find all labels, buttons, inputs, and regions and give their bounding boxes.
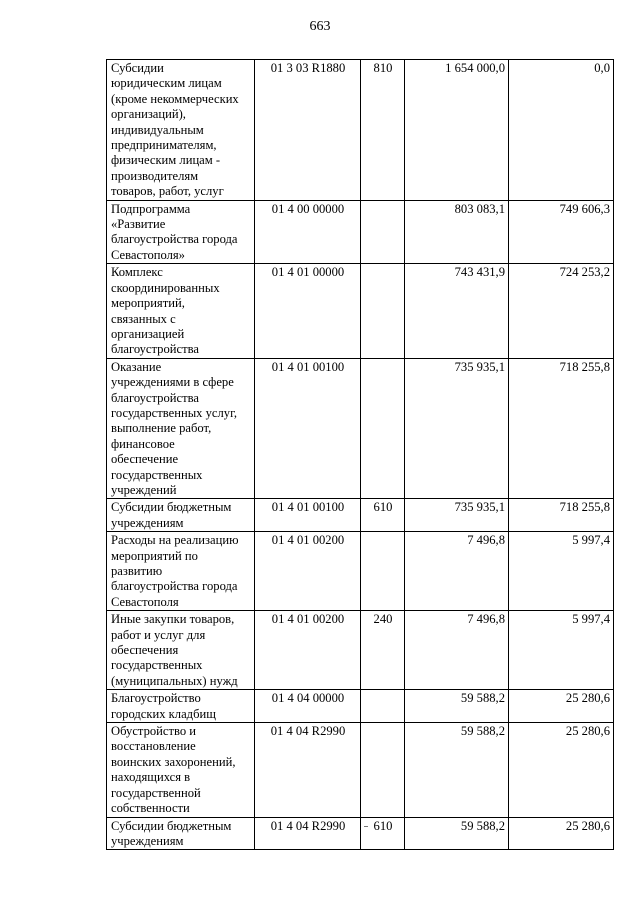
target-article-code-cell: 01 4 00 00000: [255, 200, 361, 264]
row-name-cell: Расходы на реализацию мероприятий по развитию благоустройства города Севастополя: [107, 532, 255, 611]
table-row: [107, 690, 614, 723]
expense-type-cell: 810: [361, 60, 405, 201]
amount-second-cell: 0,0: [509, 60, 614, 201]
budget-table-body: [107, 60, 614, 850]
row-name-cell: Субсидии бюджетным учреждениям: [107, 817, 255, 850]
amount-second-cell: 25 280,6: [509, 723, 614, 817]
amount-first-cell: 743 431,9: [405, 264, 509, 358]
table-row: [107, 60, 614, 201]
amount-second-cell: 5 997,4: [509, 611, 614, 690]
row-name-cell: Оказание учреждениями в сфере благоустройства государственных услуг, выполнение работ, финансовое обеспечение государственных учреждений: [107, 358, 255, 499]
target-article-code-cell: 01 4 01 00100: [255, 499, 361, 532]
amount-second-cell: 718 255,8: [509, 499, 614, 532]
amount-first-cell: 7 496,8: [405, 611, 509, 690]
expense-type-cell: [361, 358, 405, 499]
target-article-code-cell: 01 4 04 00000: [255, 690, 361, 723]
amount-first-cell: 59 588,2: [405, 817, 509, 850]
target-article-code-cell: 01 4 04 R2990: [255, 817, 361, 850]
row-name-cell: Иные закупки товаров, работ и услуг для обеспечения государственных (муниципальных) нужд: [107, 611, 255, 690]
expense-type-cell: [361, 723, 405, 817]
table-row: [107, 723, 614, 817]
amount-first-cell: 803 083,1: [405, 200, 509, 264]
table-row: [107, 499, 614, 532]
amount-first-cell: 7 496,8: [405, 532, 509, 611]
target-article-code-cell: 01 4 01 00200: [255, 611, 361, 690]
expense-type-cell: [361, 690, 405, 723]
target-article-code-cell: 01 4 01 00000: [255, 264, 361, 358]
row-name-cell: Подпрограмма «Развитие благоустройства города Севастополя»: [107, 200, 255, 264]
target-article-code-cell: 01 4 01 00100: [255, 358, 361, 499]
target-article-code-cell: 01 4 01 00200: [255, 532, 361, 611]
amount-second-cell: 5 997,4: [509, 532, 614, 611]
amount-first-cell: 735 935,1: [405, 499, 509, 532]
table-row: [107, 611, 614, 690]
expense-type-cell: [361, 264, 405, 358]
target-article-code-cell: 01 4 04 R2990: [255, 723, 361, 817]
page-number: 663: [309, 19, 331, 34]
table-row: [107, 358, 614, 499]
amount-second-cell: 718 255,8: [509, 358, 614, 499]
table-row: [107, 200, 614, 264]
row-name-cell: Субсидии бюджетным учреждениям: [107, 499, 255, 532]
budget-table: [106, 59, 614, 850]
row-name-cell: Субсидии юридическим лицам (кроме некоммерческих организаций), индивидуальным предпринимателям, физическим лицам - производителям товаров, работ, услуг: [107, 60, 255, 201]
row-name-cell: Обустройство и восстановление воинских захоронений, находящихся в государственной собственности: [107, 723, 255, 817]
amount-first-cell: 59 588,2: [405, 723, 509, 817]
expense-type-cell: [361, 532, 405, 611]
row-name-cell: Комплекс скоординированных мероприятий, связанных с организацией благоустройства: [107, 264, 255, 358]
amount-first-cell: 59 588,2: [405, 690, 509, 723]
amount-first-cell: 1 654 000,0: [405, 60, 509, 201]
target-article-code-cell: 01 3 03 R1880: [255, 60, 361, 201]
row-name-cell: Благоустройство городских кладбищ: [107, 690, 255, 723]
amount-second-cell: 724 253,2: [509, 264, 614, 358]
table-row: [107, 532, 614, 611]
scan-speck: [364, 826, 368, 827]
amount-second-cell: 749 606,3: [509, 200, 614, 264]
expense-type-cell: 610: [361, 499, 405, 532]
table-row: [107, 264, 614, 358]
amount-first-cell: 735 935,1: [405, 358, 509, 499]
expense-type-cell: 610: [361, 817, 405, 850]
expense-type-cell: 240: [361, 611, 405, 690]
amount-second-cell: 25 280,6: [509, 817, 614, 850]
expense-type-cell: [361, 200, 405, 264]
table-row: [107, 817, 614, 850]
amount-second-cell: 25 280,6: [509, 690, 614, 723]
